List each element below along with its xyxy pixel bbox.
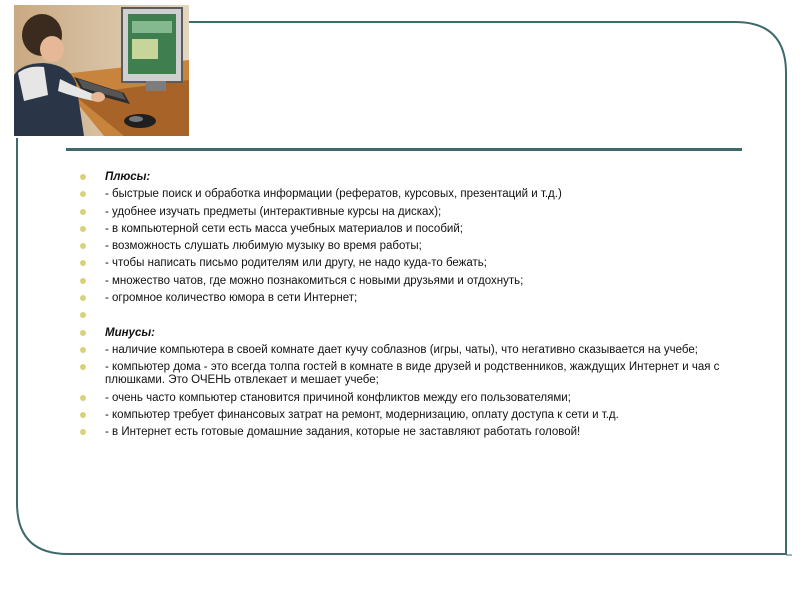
cons-heading: Минусы: [105,326,155,339]
list-item [80,171,730,184]
bullet-icon [80,395,86,401]
list-item: - быстрые поиск и обработка информации (рефератов, курсовых, презентаций и т.д.) [80,188,730,201]
bullet-icon [80,330,86,336]
list-item: - огромное количество юмора в сети Интернет; [80,292,730,305]
list-item: - компьютер дома - это всегда толпа гостей в комнате в виде друзей и родственников, жаждущих Интернет и чая с плюшками. Это ОЧЕНЬ отвлекает и мешает учебе; [80,361,730,387]
bullet-icon [80,226,86,232]
bullet-icon [80,278,86,284]
child-at-computer-photo [14,5,189,136]
list-item: - компьютер требует финансовых затрат на ремонт, модернизацию, оплату доступа к сети и т.д. [80,409,730,422]
list-item-empty [80,309,730,322]
pros-heading: Плюсы: [105,171,151,183]
bullet-icon [80,209,86,215]
bullet-icon [80,243,86,249]
list-item: - удобнее изучать предметы (интерактивные курсы на дисках); [80,206,730,219]
bullet-icon [80,429,86,435]
list-item: - очень часто компьютер становится причиной конфликтов между его пользователями; [80,392,730,405]
bullet-icon [80,412,86,418]
bullet-icon [80,174,86,180]
list-item: - в компьютерной сети есть масса учебных материалов и пособий; [80,223,730,236]
bullet-icon [80,364,86,370]
list-item: - возможность слушать любимую музыку во время работы; [80,240,730,253]
list-item: - наличие компьютера в своей комнате дает кучу соблазнов (игры, чаты), что негативно сказывается на учебе; [80,344,730,357]
bullet-icon [80,312,86,318]
bullet-icon [80,260,86,266]
bullet-icon [80,347,86,353]
pros-cons-list [80,171,730,443]
list-item [80,327,730,340]
title-divider [66,148,742,151]
list-item: - множество чатов, где можно познакомиться с новыми друзьями и отдохнуть; [80,275,730,288]
list-item: - чтобы написать письмо родителям или другу, не надо куда-то бежать; [80,257,730,270]
list-item: - в Интернет есть готовые домашние задания, которые не заставляют работать головой! [80,426,730,439]
bullet-icon [80,295,86,301]
bullet-icon [80,191,86,197]
